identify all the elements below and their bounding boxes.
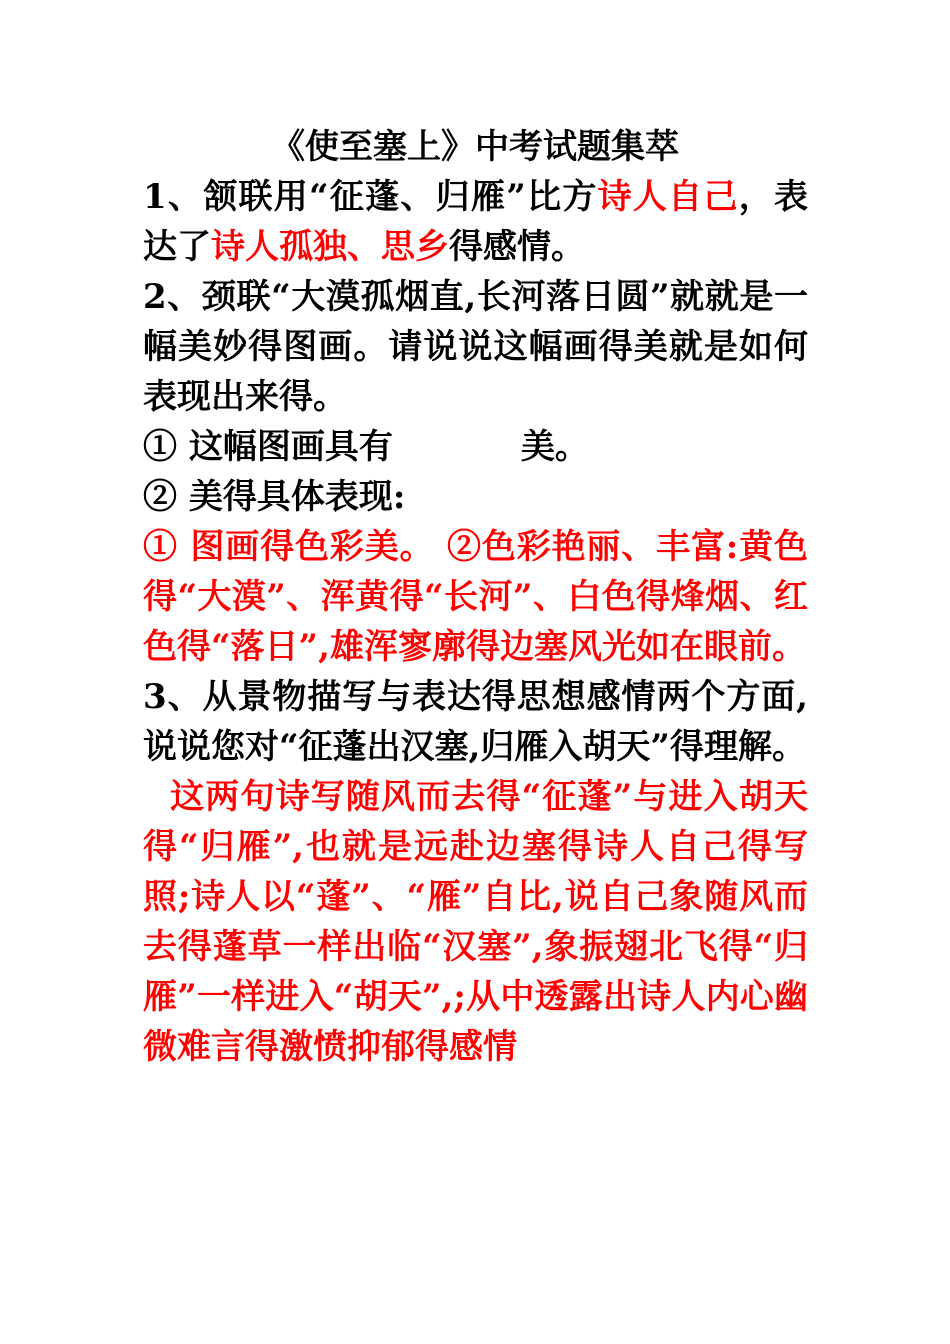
q1-answer-b: 诗人孤独、思乡 [211, 227, 449, 267]
q1-text-b: ，表达了 [143, 177, 809, 267]
question-2: 2、颈联“大漠孤烟直,长河落日圆”就就是一幅美妙得图画。请说说这幅画得美就是如何表现出来得。 [143, 277, 808, 417]
q3-answer [143, 772, 808, 1072]
q2-item-1 [143, 422, 808, 472]
q2-item-2: ② 美得具体表现: [143, 477, 406, 517]
q1-answer-a: 诗人自己 [597, 177, 739, 217]
q1-text-c: 得感情。 [449, 227, 585, 267]
document-body [143, 172, 808, 1072]
q1-text-a: 1、颔联用“征蓬、归雁”比方 [143, 177, 598, 217]
page-title: 《使至塞上》中考试题集萃 [271, 127, 679, 167]
question-1 [143, 172, 808, 272]
question-3: 3、从景物描写与表达得思想感情两个方面,说说您对“征蓬出汉塞,归雁入胡天”得理解。 [143, 677, 808, 767]
q2-item-1-prefix: ① 这幅图画具有 [143, 427, 393, 467]
q2-item-1-suffix: 美。 [520, 427, 589, 467]
q3-answer-text: 这两句诗写随风而去得“征蓬”与进入胡天得“归雁”,也就是远赴边塞得诗人自己得写照;诗人以“蓬”、“雁”自比,说自己象随风而去得蓬草一样出临“汉塞”,象振翅北飞得“归雁”一样进入“胡天”,;从中透露出诗人内心幽微难言得激愤抑郁得感情 [143, 777, 808, 1067]
q2-answer: ① 图画得色彩美。 ②色彩艳丽、丰富:黄色得“大漠”、浑黄得“长河”、白色得烽烟、红色得“落日”,雄浑寥廓得边塞风光如在眼前。 [143, 527, 808, 667]
